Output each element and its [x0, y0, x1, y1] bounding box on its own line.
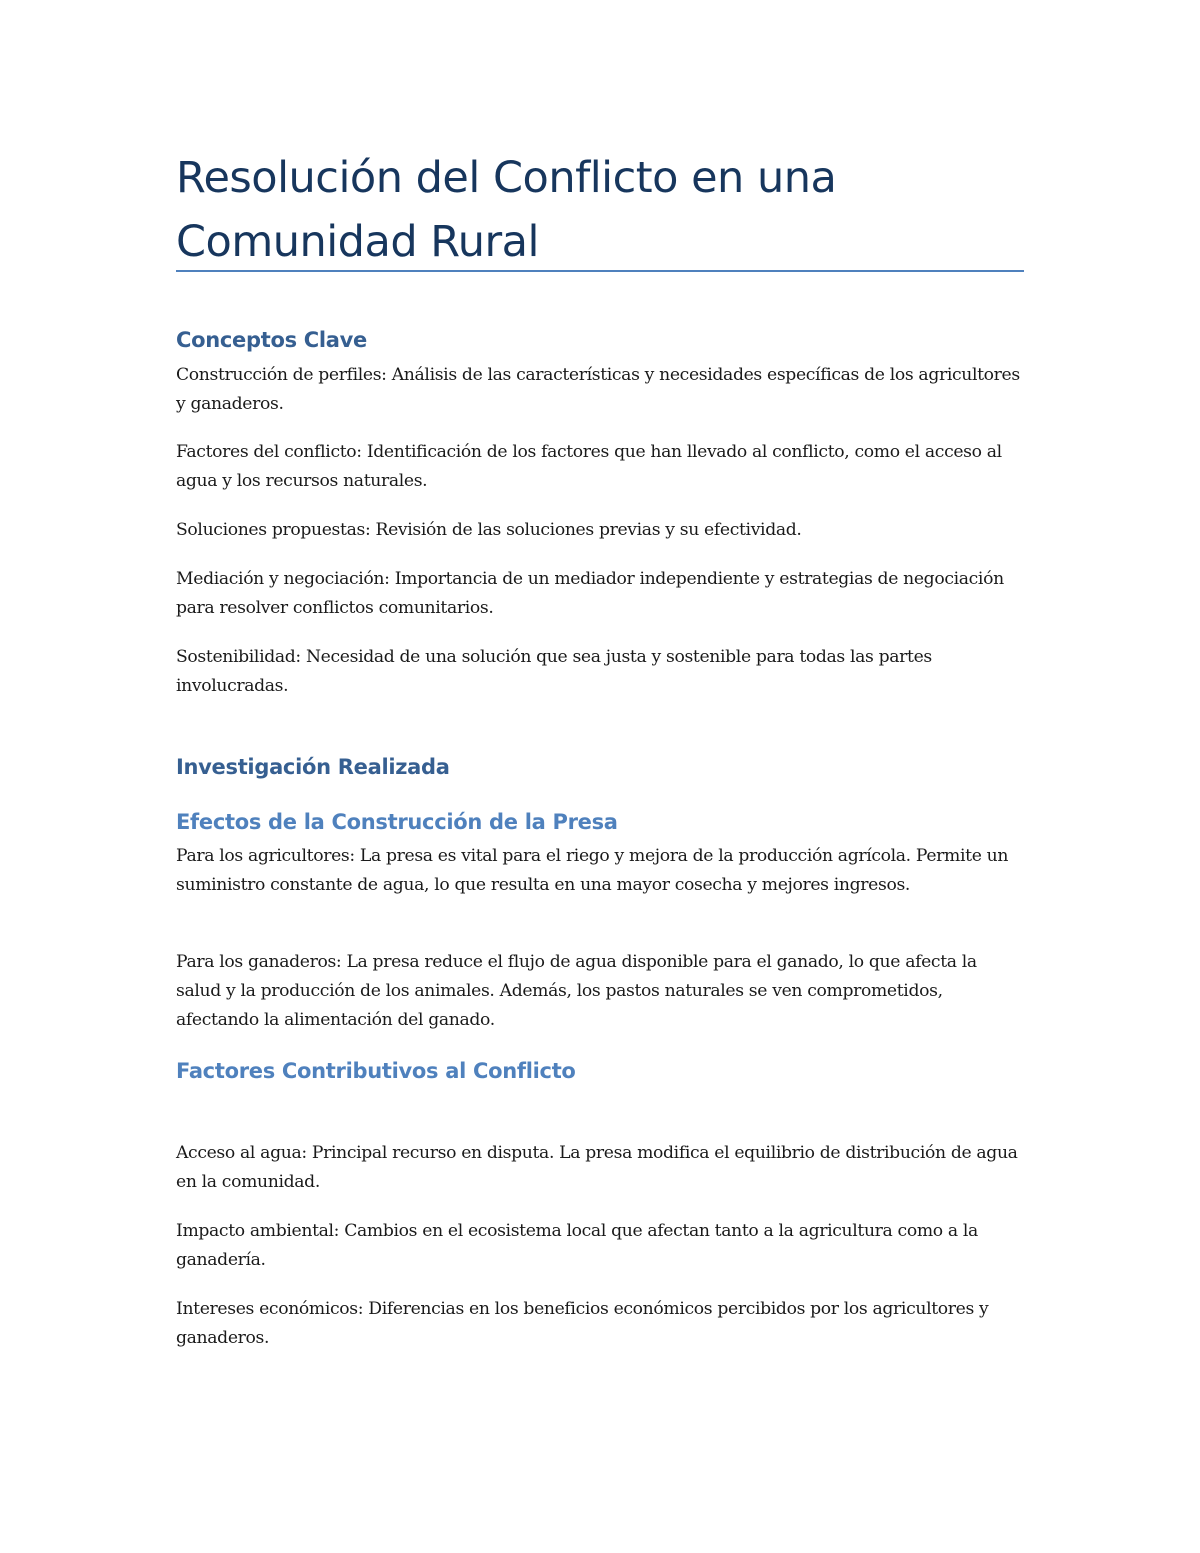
document-title: Resolución del Conflicto en una Comunidad Rural [176, 153, 837, 267]
paragraph-impacto-ambiental: Impacto ambiental: Cambios en el ecosistema local que afectan tanto a la agricultura como a la ganadería. [176, 1221, 978, 1270]
paragraph-mediacion-y-negociacion: Mediación y negociación: Importancia de un mediador independiente y estrategias de negociación para resolver conflictos comunitarios. [176, 569, 1004, 618]
paragraph-para-los-agricultores: Para los agricultores: La presa es vital para el riego y mejora de la producción agrícola. Permite un suministro constante de agua, lo que resulta en una mayor cosecha y mejores ingresos. [176, 846, 1009, 895]
paragraph-acceso-al-agua: Acceso al agua: Principal recurso en disputa. La presa modifica el equilibrio de distribución de agua en la comunidad. [176, 1143, 1018, 1192]
paragraph-sostenibilidad: Sostenibilidad: Necesidad de una solución que sea justa y sostenible para todas las partes involucradas. [176, 647, 932, 696]
paragraph-para-los-ganaderos: Para los ganaderos: La presa reduce el flujo de agua disponible para el ganado, lo que afecta la salud y la producción de los animales. Además, los pastos naturales se ven comprometidos, afectando la alimentación del ganado. [176, 952, 977, 1030]
paragraph-soluciones-propuestas: Soluciones propuestas: Revisión de las soluciones previas y su efectividad. [176, 520, 802, 540]
section-heading-investigacion-realizada: Investigación Realizada [176, 755, 450, 779]
subsection-heading-efectos-presa: Efectos de la Construcción de la Presa [176, 810, 618, 834]
subsection-heading-factores-contributivos: Factores Contributivos al Conflicto [176, 1059, 576, 1083]
paragraph-factores-del-conflicto: Factores del conflicto: Identificación de los factores que han llevado al conflicto, como el acceso al agua y los recursos naturales. [176, 442, 1002, 491]
paragraph-intereses-economicos: Intereses económicos: Diferencias en los beneficios económicos percibidos por los agricultores y ganaderos. [176, 1299, 989, 1348]
section-heading-conceptos-clave: Conceptos Clave [176, 328, 368, 352]
paragraph-construccion-de-perfiles: Construcción de perfiles: Análisis de las características y necesidades específicas de los agricultores y ganaderos. [176, 365, 1020, 414]
title-underline [176, 270, 1024, 272]
